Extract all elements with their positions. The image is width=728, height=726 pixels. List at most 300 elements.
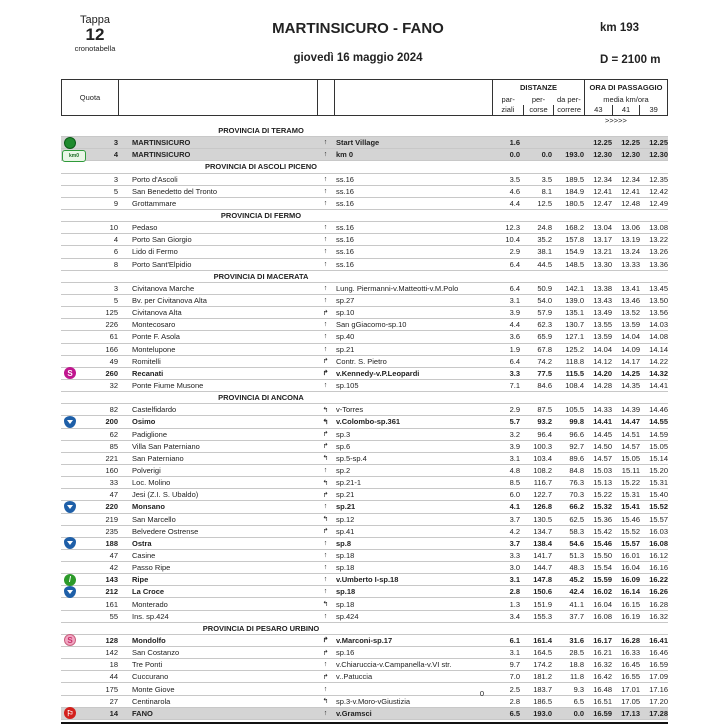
time-43kmh <box>584 405 612 414</box>
table-row <box>61 465 668 477</box>
location-name <box>118 308 317 317</box>
covered-distance-text: 84.6 <box>537 381 552 391</box>
covered-distance <box>520 223 552 232</box>
direction-icon <box>317 710 334 717</box>
remaining-distance <box>552 223 584 232</box>
row-icon-cell <box>61 343 85 355</box>
time-41kmh <box>612 260 640 269</box>
direction-icon-text: ↑ <box>323 260 328 268</box>
road-name-text: sp.18 <box>336 599 355 609</box>
direction-icon-text: ↑ <box>323 612 328 620</box>
altitude <box>85 247 118 256</box>
direction-icon <box>317 503 334 510</box>
province-name: PROVINCIA DI PESARO URBINO <box>202 623 320 633</box>
time-43kmh <box>584 490 612 499</box>
covered-distance <box>520 612 552 621</box>
time-41kmh-text: 15.05 <box>621 453 640 463</box>
partial-distance <box>492 648 520 657</box>
direction-icon-text: ↑ <box>323 297 328 305</box>
direction-icon <box>317 430 334 438</box>
partial-distance <box>492 138 520 147</box>
road-name-text: sp.41 <box>336 526 355 536</box>
covered-distance-text: 161.4 <box>533 635 552 645</box>
covered-distance <box>520 405 552 414</box>
road-name <box>334 563 492 572</box>
time-39kmh-text: 16.46 <box>649 648 668 658</box>
altitude-text: 82 <box>109 405 118 415</box>
remaining-distance-text: 6.5 <box>573 696 584 706</box>
sprint-secondary-icon: S <box>64 634 76 646</box>
altitude-text: 27 <box>109 696 118 706</box>
remaining-distance-text: 18.8 <box>569 660 584 670</box>
time-39kmh <box>640 199 668 208</box>
location-name-text: Porto Sant'Elpidio <box>132 259 192 269</box>
row-icon-cell <box>61 197 85 209</box>
location-name <box>118 345 317 354</box>
remaining-distance-text: 48.3 <box>569 563 584 573</box>
time-41kmh-text: 15.46 <box>621 514 640 524</box>
row-icon-cell <box>61 513 85 525</box>
time-39kmh-text: 16.26 <box>649 587 668 597</box>
road-name <box>334 320 492 329</box>
road-name-text: sp.21 <box>336 344 355 354</box>
time-39kmh <box>640 697 668 706</box>
location-name-text: Grottammare <box>132 198 177 208</box>
direction-icon <box>317 224 334 231</box>
direction-icon <box>317 321 334 328</box>
location-name <box>118 515 317 524</box>
time-41kmh-text: 13.41 <box>621 283 640 293</box>
row-icon-cell <box>61 501 85 513</box>
remaining-distance <box>552 284 584 293</box>
location-name <box>118 636 317 645</box>
time-39kmh-text: 14.59 <box>649 429 668 439</box>
location-name <box>118 138 317 147</box>
altitude <box>85 563 118 572</box>
direction-icon <box>317 491 334 499</box>
time-39kmh <box>640 223 668 232</box>
table-row <box>61 562 668 574</box>
location-name <box>118 247 317 256</box>
partial-distance <box>492 515 520 524</box>
time-41kmh-text: 16.04 <box>621 563 640 573</box>
covered-distance <box>520 502 552 511</box>
time-41kmh <box>612 685 640 694</box>
time-41kmh-text: 16.33 <box>621 648 640 658</box>
time-43kmh-text: 12.47 <box>593 198 612 208</box>
partial-distance-text: 12.3 <box>505 223 520 233</box>
partial-distance <box>492 430 520 439</box>
time-41kmh-text: 13.59 <box>621 320 640 330</box>
covered-distance-text: 193.0 <box>533 708 552 718</box>
partial-distance <box>492 199 520 208</box>
time-43kmh <box>584 648 612 657</box>
location-name-text: Porto San Giorgio <box>132 235 192 245</box>
location-name-text: Osimo <box>132 417 156 427</box>
table-row <box>61 259 668 271</box>
row-icon-cell <box>61 695 85 707</box>
road-name <box>334 308 492 317</box>
road-name <box>334 345 492 354</box>
row-icon-cell <box>61 440 85 452</box>
covered-distance <box>520 551 552 560</box>
location-name-text: Monterado <box>132 599 168 609</box>
road-name-text: sp.40 <box>336 332 355 342</box>
table-row <box>61 574 668 586</box>
altitude <box>85 430 118 439</box>
covered-distance-text: 151.9 <box>533 599 552 609</box>
row-icon-cell <box>61 258 85 270</box>
partial-distance-text: 8.5 <box>509 478 520 488</box>
header-direction <box>318 80 335 115</box>
remaining-distance-text: 84.8 <box>569 466 584 475</box>
partial-distance-text: 7.0 <box>509 672 520 682</box>
province-header <box>61 125 668 137</box>
direction-icon <box>317 564 334 571</box>
direction-icon <box>317 285 334 292</box>
time-43kmh <box>584 478 612 487</box>
remaining-distance-text: 9.3 <box>573 684 584 694</box>
covered-distance <box>520 187 552 196</box>
time-43kmh-text: 16.59 <box>593 708 612 718</box>
remaining-distance <box>552 308 584 317</box>
stage-subtitle: cronotabella <box>74 44 116 53</box>
time-43kmh <box>584 417 612 426</box>
time-43kmh-text: 15.42 <box>593 526 612 536</box>
covered-distance <box>520 575 552 584</box>
covered-distance-text: 150.6 <box>533 587 552 597</box>
remaining-distance <box>552 357 584 366</box>
road-name-text: Start Village <box>336 138 380 148</box>
time-41kmh <box>612 672 640 681</box>
road-name <box>334 442 492 451</box>
row-icon-cell <box>61 610 85 622</box>
time-43kmh <box>584 527 612 536</box>
partial-distance-text: 3.2 <box>509 429 520 439</box>
altitude <box>85 454 118 463</box>
province-header <box>61 623 668 635</box>
road-name-text: Contr. S. Pietro <box>336 356 387 366</box>
covered-distance-text: 108.2 <box>533 466 552 475</box>
table-row <box>61 307 668 319</box>
covered-distance-text: 38.1 <box>537 247 552 257</box>
start-icon <box>64 137 76 149</box>
remaining-distance-text: 99.8 <box>569 417 584 427</box>
time-41kmh-text: 14.17 <box>621 356 640 366</box>
time-39kmh <box>640 296 668 305</box>
location-name <box>118 296 317 305</box>
time-43kmh-text: 15.50 <box>593 550 612 560</box>
row-icon-cell <box>61 234 85 246</box>
location-name <box>118 442 317 451</box>
time-39kmh <box>640 709 668 718</box>
location-name <box>118 478 317 487</box>
time-39kmh <box>640 660 668 669</box>
location-name <box>118 332 317 341</box>
altitude <box>85 345 118 354</box>
location-name-text: Centinarola <box>132 696 171 706</box>
time-39kmh <box>640 175 668 184</box>
time-43kmh-text: 16.08 <box>593 611 612 621</box>
road-name-text: sp.18 <box>336 563 355 573</box>
time-41kmh <box>612 284 640 293</box>
time-43kmh <box>584 454 612 463</box>
remaining-distance-text: 139.0 <box>565 296 584 306</box>
time-39kmh-text: 15.14 <box>649 453 668 463</box>
partial-distance <box>492 405 520 414</box>
covered-distance-text: 62.3 <box>537 320 552 330</box>
table-row <box>61 696 668 708</box>
direction-icon-text: ↑ <box>323 333 328 341</box>
location-name <box>118 709 317 718</box>
altitude-text: 62 <box>109 429 118 439</box>
location-name <box>118 672 317 681</box>
time-39kmh-text: 13.45 <box>649 283 668 293</box>
table-row <box>61 331 668 343</box>
time-41kmh-text: 16.55 <box>621 672 640 682</box>
time-43kmh-text: 13.04 <box>593 223 612 233</box>
covered-distance <box>520 515 552 524</box>
time-39kmh-text: 14.22 <box>649 356 668 366</box>
time-41kmh <box>612 150 640 159</box>
time-43kmh <box>584 563 612 572</box>
time-43kmh <box>584 247 612 256</box>
time-41kmh-text: 13.24 <box>621 247 640 257</box>
time-43kmh <box>584 138 612 147</box>
covered-distance <box>520 332 552 341</box>
direction-icon-text: ↱ <box>322 491 329 499</box>
road-name-text: ss.16 <box>336 259 354 269</box>
remaining-distance <box>552 296 584 305</box>
remaining-distance-text: 54.6 <box>569 538 584 548</box>
table-row <box>61 356 668 368</box>
covered-distance <box>520 636 552 645</box>
remaining-distance-text: 130.7 <box>565 320 584 330</box>
altitude <box>85 235 118 244</box>
covered-distance-text: 181.2 <box>533 672 552 682</box>
time-43kmh <box>584 332 612 341</box>
covered-distance <box>520 648 552 657</box>
direction-icon-text: ↑ <box>323 175 328 183</box>
time-43kmh <box>584 551 612 560</box>
location-name-text: San Paterniano <box>132 453 184 463</box>
road-name <box>334 490 492 499</box>
partial-distance-text: 3.7 <box>509 514 520 524</box>
altitude-text: 3 <box>113 138 118 148</box>
time-39kmh <box>640 502 668 511</box>
road-name <box>334 697 492 706</box>
row-icon-cell <box>61 331 85 343</box>
time-41kmh <box>612 478 640 487</box>
location-name-text: La Croce <box>132 587 165 597</box>
remaining-distance <box>552 551 584 560</box>
remaining-distance <box>552 405 584 414</box>
time-43kmh-text: 13.49 <box>593 308 612 318</box>
direction-icon-text: ↑ <box>323 709 328 717</box>
altitude-text: 61 <box>109 332 118 342</box>
time-39kmh-text: 17.09 <box>649 672 668 682</box>
time-41kmh <box>612 612 640 621</box>
covered-distance <box>520 587 552 596</box>
covered-distance-text: 93.2 <box>537 417 552 427</box>
time-39kmh <box>640 478 668 487</box>
time-41kmh <box>612 381 640 390</box>
partial-distance <box>492 527 520 536</box>
remaining-distance <box>552 600 584 609</box>
remaining-distance-text: 28.5 <box>569 648 584 658</box>
road-name <box>334 454 492 463</box>
covered-distance <box>520 709 552 718</box>
partial-distance-text: 3.3 <box>509 368 520 378</box>
partial-distance <box>492 357 520 366</box>
direction-icon <box>317 649 334 657</box>
time-43kmh <box>584 357 612 366</box>
altitude <box>85 539 118 548</box>
road-name <box>334 466 492 475</box>
road-name <box>334 612 492 621</box>
road-name <box>334 672 492 681</box>
time-39kmh-text: 16.16 <box>649 563 668 573</box>
time-39kmh <box>640 490 668 499</box>
altitude-text: 175 <box>105 684 118 694</box>
road-name <box>334 199 492 208</box>
covered-distance <box>520 417 552 426</box>
province-header <box>61 271 668 283</box>
remaining-distance <box>552 175 584 184</box>
table-bottom-rule <box>61 722 668 724</box>
location-name <box>118 466 317 475</box>
partial-distance <box>492 502 520 511</box>
partial-distance-text: 5.7 <box>509 417 520 427</box>
partial-distance-text: 3.9 <box>509 308 520 318</box>
remaining-distance <box>552 454 584 463</box>
location-name-text: Passo Ripe <box>132 563 171 573</box>
time-39kmh-text: 15.20 <box>649 466 668 475</box>
direction-icon-text: ↰ <box>322 479 329 487</box>
table-row <box>61 246 668 258</box>
time-43kmh-text: 12.41 <box>593 186 612 196</box>
time-39kmh-text: 16.22 <box>649 575 668 585</box>
altitude-text: 8 <box>113 259 118 269</box>
altitude <box>85 478 118 487</box>
time-39kmh-text: 12.42 <box>649 186 668 196</box>
time-41kmh-text: 12.30 <box>621 150 640 160</box>
remaining-distance <box>552 332 584 341</box>
road-name-text: Lung. Piermanni-v.Matteotti-v.M.Polo <box>336 283 459 293</box>
altitude <box>85 502 118 511</box>
time-39kmh <box>640 405 668 414</box>
direction-icon <box>317 613 334 620</box>
direction-icon <box>317 600 334 608</box>
time-41kmh <box>612 405 640 414</box>
location-name-text: Civitanova Alta <box>132 308 182 318</box>
covered-distance-text: 134.7 <box>533 526 552 536</box>
direction-icon <box>317 357 334 365</box>
time-41kmh <box>612 454 640 463</box>
covered-distance-text: 0.0 <box>541 150 552 160</box>
location-name <box>118 284 317 293</box>
table-row <box>61 501 668 513</box>
altitude <box>85 369 118 378</box>
partial-distance-text: 6.0 <box>509 490 520 500</box>
time-43kmh-text: 16.02 <box>593 587 612 597</box>
altitude-text: 33 <box>109 478 118 488</box>
altitude-text: 143 <box>105 575 118 585</box>
partial-distance-text: 3.1 <box>509 453 520 463</box>
time-43kmh <box>584 502 612 511</box>
time-43kmh <box>584 320 612 329</box>
covered-distance-text: 96.4 <box>537 429 552 439</box>
table-row <box>61 598 668 610</box>
header-covered-top: per- <box>531 95 546 104</box>
header-avg-speed: media km/ora <box>603 95 649 104</box>
time-41kmh-text: 14.47 <box>621 417 640 427</box>
time-43kmh-text: 14.28 <box>593 381 612 391</box>
partial-distance-text: 3.1 <box>509 296 520 306</box>
altitude-text: 161 <box>105 599 118 609</box>
partial-distance-text: 3.1 <box>509 648 520 658</box>
time-43kmh-text: 15.54 <box>593 563 612 573</box>
location-name <box>118 417 317 426</box>
remaining-distance-text: 142.1 <box>565 283 584 293</box>
covered-distance-text: 12.5 <box>537 198 552 208</box>
road-name-text: sp.18 <box>336 550 355 560</box>
header-road <box>335 80 493 115</box>
altitude-text: 212 <box>105 587 118 597</box>
time-39kmh <box>640 454 668 463</box>
row-icon-cell <box>61 380 85 392</box>
gpm-icon <box>64 537 76 549</box>
remaining-distance-text: 115.5 <box>565 368 584 378</box>
time-41kmh <box>612 442 640 451</box>
time-41kmh-text: 14.09 <box>621 344 640 354</box>
altitude <box>85 575 118 584</box>
distances-title: DISTANZE <box>520 83 557 92</box>
altitude-text: 219 <box>105 514 118 524</box>
time-39kmh <box>640 417 668 426</box>
time-41kmh <box>612 430 640 439</box>
partial-distance <box>492 685 520 694</box>
time-39kmh-text: 14.41 <box>649 381 668 391</box>
road-name-text: v-Torres <box>336 405 364 415</box>
time-41kmh <box>612 235 640 244</box>
row-icon-cell <box>61 659 85 671</box>
time-39kmh <box>640 515 668 524</box>
row-icon-cell <box>61 307 85 319</box>
partial-distance <box>492 539 520 548</box>
location-name-text: Lido di Fermo <box>132 247 178 257</box>
direction-icon-text: ↑ <box>323 199 328 207</box>
direction-icon <box>317 248 334 255</box>
time-43kmh-text: 15.13 <box>593 478 612 488</box>
remaining-distance-text: 51.3 <box>569 550 584 560</box>
covered-distance-text: 8.1 <box>541 186 552 196</box>
remaining-distance-text: 127.1 <box>565 332 584 342</box>
direction-icon <box>317 673 334 681</box>
location-name-text: FANO <box>132 708 153 718</box>
time-39kmh-text: 13.50 <box>649 296 668 306</box>
page-title: MARTINSICURO - FANO <box>272 20 444 37</box>
partial-distance <box>492 672 520 681</box>
direction-icon-text: ↰ <box>322 455 329 463</box>
time-41kmh-text: 16.09 <box>621 575 640 585</box>
time-43kmh-text: 16.48 <box>593 684 612 694</box>
covered-distance <box>520 284 552 293</box>
covered-distance-text: 183.7 <box>533 684 552 694</box>
covered-distance <box>520 308 552 317</box>
altitude-text: 47 <box>109 490 118 500</box>
altitude <box>85 660 118 669</box>
